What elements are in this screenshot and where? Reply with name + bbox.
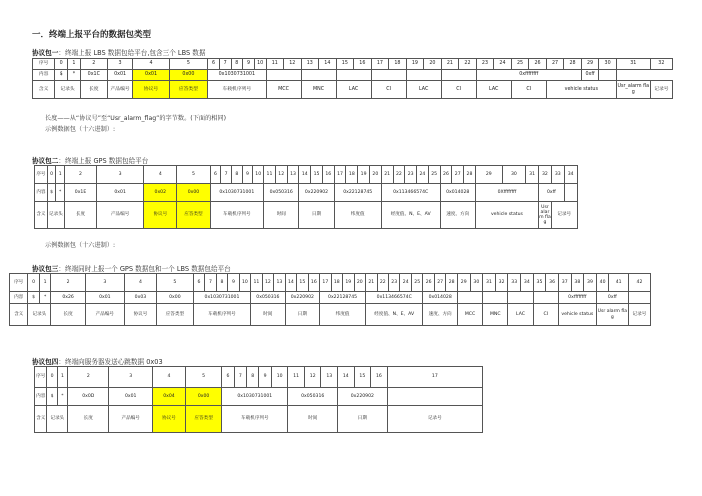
index-cell: 31 bbox=[616, 59, 650, 70]
index-cell: 21 bbox=[366, 274, 377, 292]
packet4-content-row bbox=[35, 388, 483, 406]
meaning-cell: vehicle status bbox=[546, 81, 616, 99]
meaning-cell: CI bbox=[533, 304, 558, 326]
index-cell: 3 bbox=[85, 274, 124, 292]
index-cell: 33 bbox=[551, 166, 564, 184]
index-cell: 9 bbox=[228, 274, 239, 292]
content-cell: * bbox=[56, 184, 65, 202]
index-cell: 18 bbox=[331, 274, 342, 292]
index-cell: 40 bbox=[596, 274, 609, 292]
index-cell: 13 bbox=[321, 367, 338, 388]
content-cell: 0x01 bbox=[133, 70, 169, 81]
index-cell: 28 bbox=[564, 59, 582, 70]
index-cell: 16 bbox=[322, 166, 334, 184]
packet3-label: 协议包三 bbox=[32, 265, 59, 273]
content-cell: 0xff bbox=[581, 70, 599, 81]
index-cell: 32 bbox=[650, 59, 672, 70]
meaning-cell: vehicle status bbox=[558, 304, 596, 326]
packet1-note-length: 长度——从“协议号”至“Usr_alarm_flag”的字节数。(下面的相同) bbox=[45, 115, 227, 122]
meaning-cell: MNC bbox=[483, 304, 508, 326]
index-cell: 序号 bbox=[35, 166, 48, 184]
meaning-cell: 车载机序列号 bbox=[210, 202, 264, 229]
index-cell: 2 bbox=[51, 274, 85, 292]
index-cell: 6 bbox=[193, 274, 204, 292]
meaning-cell: 含义 bbox=[35, 406, 47, 433]
meaning-cell: 长度 bbox=[51, 304, 85, 326]
meaning-cell: 记录头 bbox=[47, 406, 68, 433]
meaning-cell: 日期 bbox=[285, 304, 319, 326]
index-cell: 32 bbox=[495, 274, 508, 292]
index-cell: 35 bbox=[533, 274, 546, 292]
index-cell: 9 bbox=[242, 166, 253, 184]
page-title: 一．终端上报平台的数据包类型 bbox=[32, 30, 152, 40]
packet4-title bbox=[32, 356, 163, 366]
content-cell: 0x014028 bbox=[423, 292, 457, 304]
index-cell: 30 bbox=[502, 166, 526, 184]
meaning-cell: Usr_alarm flag bbox=[616, 81, 650, 99]
index-cell: 6 bbox=[210, 166, 221, 184]
content-cell: 0x050316 bbox=[251, 292, 285, 304]
index-cell: 17 bbox=[320, 274, 331, 292]
content-cell: 0xffffffff bbox=[476, 70, 581, 81]
content-cell: 0x220902 bbox=[338, 388, 388, 406]
meaning-cell: CI bbox=[371, 81, 406, 99]
content-cell bbox=[406, 70, 441, 81]
meaning-cell: Usr alarm flag bbox=[596, 304, 628, 326]
index-cell: 13 bbox=[287, 166, 299, 184]
index-cell: 10 bbox=[254, 59, 266, 70]
index-cell: 14 bbox=[299, 166, 311, 184]
content-cell: 0x00 bbox=[186, 388, 222, 406]
index-cell: 24 bbox=[400, 274, 411, 292]
index-cell: 4 bbox=[152, 367, 185, 388]
content-cell bbox=[599, 70, 617, 81]
index-cell: 12 bbox=[275, 166, 287, 184]
index-cell: 序号 bbox=[33, 59, 55, 70]
index-cell: 20 bbox=[424, 59, 442, 70]
content-cell: 0x1030731001 bbox=[208, 70, 266, 81]
meaning-cell: 协议号 bbox=[124, 304, 156, 326]
content-cell: 0x1C bbox=[80, 70, 107, 81]
index-cell: 12 bbox=[284, 59, 302, 70]
index-cell: 15 bbox=[311, 166, 323, 184]
index-cell: 22 bbox=[459, 59, 477, 70]
index-cell: 18 bbox=[389, 59, 407, 70]
index-cell: 9 bbox=[259, 367, 271, 388]
index-cell: 39 bbox=[584, 274, 597, 292]
index-cell: 11 bbox=[264, 166, 276, 184]
index-cell: 24 bbox=[417, 166, 429, 184]
content-cell: 0x00 bbox=[169, 70, 208, 81]
index-cell: 42 bbox=[628, 274, 650, 292]
meaning-cell: 记录头 bbox=[55, 81, 81, 99]
packet1-title bbox=[32, 47, 205, 57]
content-cell: 内容 bbox=[35, 388, 47, 406]
meaning-cell: 协议号 bbox=[133, 81, 169, 99]
index-cell: 34 bbox=[564, 166, 577, 184]
content-cell bbox=[266, 70, 301, 81]
index-cell: 3 bbox=[109, 367, 152, 388]
meaning-cell: 记录号 bbox=[551, 202, 577, 229]
index-cell: 23 bbox=[476, 59, 494, 70]
index-cell: 9 bbox=[243, 59, 255, 70]
index-cell: 5 bbox=[157, 274, 194, 292]
index-cell: 8 bbox=[247, 367, 259, 388]
meaning-cell: 长度 bbox=[80, 81, 107, 99]
index-cell: 15 bbox=[297, 274, 308, 292]
meaning-cell: CI bbox=[511, 81, 546, 99]
index-cell: 16 bbox=[371, 367, 388, 388]
packet1-index-row bbox=[33, 59, 673, 70]
index-cell: 14 bbox=[319, 59, 337, 70]
meaning-cell: 协议号 bbox=[144, 202, 177, 229]
packet3-table bbox=[9, 273, 651, 326]
meaning-cell: LAC bbox=[406, 81, 441, 99]
packet2-index-row bbox=[35, 166, 610, 184]
content-cell: 0x113466574C bbox=[381, 184, 440, 202]
content-cell: $ bbox=[47, 184, 56, 202]
content-cell: 0x26 bbox=[51, 292, 85, 304]
index-cell: 0 bbox=[55, 59, 68, 70]
index-cell: 38 bbox=[571, 274, 584, 292]
meaning-cell: 记录号 bbox=[650, 81, 672, 99]
content-cell: 0x00 bbox=[177, 184, 210, 202]
content-cell: 0xffffffff bbox=[558, 292, 596, 304]
packet2-note-example: 示例数据包（十六进制）: bbox=[45, 242, 116, 249]
meaning-cell: 经度值、N、E、AV bbox=[381, 202, 440, 229]
packet3-content-row bbox=[10, 292, 651, 304]
index-cell: 21 bbox=[441, 59, 459, 70]
index-cell: 20 bbox=[354, 274, 365, 292]
index-cell: 36 bbox=[546, 274, 559, 292]
index-cell: 0 bbox=[28, 274, 39, 292]
index-cell: 6 bbox=[208, 59, 220, 70]
content-cell: 0xff bbox=[596, 292, 628, 304]
index-cell: 27 bbox=[546, 59, 564, 70]
index-cell: 序号 bbox=[35, 367, 47, 388]
meaning-cell: 产品编号 bbox=[97, 202, 144, 229]
index-cell: 15 bbox=[354, 367, 371, 388]
index-cell: 14 bbox=[285, 274, 296, 292]
content-cell: 0x01 bbox=[109, 388, 152, 406]
content-cell bbox=[301, 70, 336, 81]
content-cell: $ bbox=[47, 388, 57, 406]
packet1-desc: ：终端上报 LBS 数据包给平台,包含三个 LBS 数据 bbox=[58, 49, 206, 57]
packet2-meaning-row bbox=[35, 202, 610, 229]
index-cell: 10 bbox=[253, 166, 264, 184]
packet1-table bbox=[32, 58, 673, 99]
meaning-cell: 产品编号 bbox=[85, 304, 124, 326]
index-cell: 1 bbox=[68, 59, 81, 70]
index-cell: 26 bbox=[440, 166, 452, 184]
index-cell: 7 bbox=[205, 274, 216, 292]
content-cell bbox=[371, 70, 406, 81]
packet4-index-row bbox=[35, 367, 483, 388]
index-cell: 1 bbox=[57, 367, 67, 388]
index-cell: 4 bbox=[124, 274, 156, 292]
index-cell: 29 bbox=[475, 166, 502, 184]
content-cell: $ bbox=[28, 292, 39, 304]
meaning-cell: 经度值、N、E、AV bbox=[366, 304, 423, 326]
content-cell: * bbox=[57, 388, 67, 406]
index-cell: 27 bbox=[434, 274, 445, 292]
meaning-cell: 协议号 bbox=[152, 406, 185, 433]
index-cell: 8 bbox=[231, 166, 242, 184]
index-cell: 30 bbox=[599, 59, 617, 70]
index-cell: 37 bbox=[558, 274, 571, 292]
packet1-note-example: 示例数据包（十六进制）: bbox=[45, 126, 116, 133]
content-cell: 内容 bbox=[35, 184, 48, 202]
index-cell: 29 bbox=[581, 59, 599, 70]
index-cell: 7 bbox=[219, 59, 231, 70]
packet3-desc: ：终端同时上报一个 GPS 数据包和一个 LBS 数据包给平台 bbox=[58, 265, 231, 273]
packet2-table bbox=[34, 165, 610, 229]
meaning-cell: 纬度值 bbox=[334, 202, 381, 229]
packet4-meaning-row bbox=[35, 406, 483, 433]
meaning-cell: 含义 bbox=[10, 304, 28, 326]
index-cell: 7 bbox=[221, 166, 232, 184]
index-cell: 29 bbox=[457, 274, 470, 292]
meaning-cell: 日期 bbox=[338, 406, 388, 433]
index-cell: 24 bbox=[494, 59, 512, 70]
meaning-cell: Usr alarm flag bbox=[539, 202, 552, 229]
content-cell bbox=[564, 184, 577, 202]
content-cell: 0x03 bbox=[124, 292, 156, 304]
content-cell bbox=[508, 292, 533, 304]
meaning-cell: 含义 bbox=[33, 81, 55, 99]
meaning-cell: 应答类型 bbox=[186, 406, 222, 433]
meaning-cell: 长度 bbox=[68, 406, 109, 433]
meaning-cell: LAC bbox=[476, 81, 511, 99]
content-cell bbox=[457, 292, 482, 304]
index-cell: 10 bbox=[271, 367, 288, 388]
meaning-cell: 纬度值 bbox=[320, 304, 366, 326]
index-cell: 25 bbox=[411, 274, 422, 292]
content-cell: 0x220902 bbox=[299, 184, 334, 202]
index-cell: 27 bbox=[452, 166, 464, 184]
index-cell: 33 bbox=[508, 274, 521, 292]
content-cell: $ bbox=[55, 70, 68, 81]
index-cell: 4 bbox=[144, 166, 177, 184]
meaning-cell: CI bbox=[441, 81, 476, 99]
content-cell: 0x00 bbox=[157, 292, 194, 304]
index-cell: 5 bbox=[169, 59, 208, 70]
content-cell: 0x0D bbox=[68, 388, 109, 406]
index-cell: 7 bbox=[234, 367, 246, 388]
content-cell: * bbox=[39, 292, 50, 304]
index-cell: 14 bbox=[338, 367, 355, 388]
packet2-title bbox=[32, 155, 148, 165]
index-cell: 28 bbox=[464, 166, 476, 184]
index-cell: 31 bbox=[526, 166, 539, 184]
meaning-cell: 时间 bbox=[264, 202, 299, 229]
index-cell: 8 bbox=[231, 59, 243, 70]
index-cell: 6 bbox=[222, 367, 234, 388]
index-cell: 11 bbox=[266, 59, 284, 70]
index-cell: 2 bbox=[68, 367, 109, 388]
index-cell: 12 bbox=[262, 274, 273, 292]
index-cell: 3 bbox=[97, 166, 144, 184]
index-cell: 10 bbox=[239, 274, 250, 292]
meaning-cell: 产品编号 bbox=[107, 81, 133, 99]
meaning-cell: LAC bbox=[336, 81, 371, 99]
index-cell: 1 bbox=[39, 274, 50, 292]
meaning-cell: 速度、方向 bbox=[423, 304, 457, 326]
content-cell: 0x1E bbox=[64, 184, 96, 202]
index-cell: 19 bbox=[343, 274, 354, 292]
meaning-cell: MNC bbox=[301, 81, 336, 99]
index-cell: 17 bbox=[387, 367, 482, 388]
index-cell: 17 bbox=[334, 166, 346, 184]
index-cell: 16 bbox=[354, 59, 372, 70]
meaning-cell: 车载机序列号 bbox=[222, 406, 288, 433]
meaning-cell: 记录号 bbox=[387, 406, 482, 433]
index-cell: 22 bbox=[377, 274, 388, 292]
meaning-cell: 应答类型 bbox=[157, 304, 194, 326]
content-cell: 0x1030731001 bbox=[222, 388, 288, 406]
index-cell: 5 bbox=[186, 367, 222, 388]
index-cell: 21 bbox=[381, 166, 393, 184]
content-cell: 0x1030731001 bbox=[193, 292, 250, 304]
index-cell: 4 bbox=[133, 59, 169, 70]
meaning-cell: 记录头 bbox=[47, 202, 64, 229]
index-cell: 0 bbox=[47, 166, 56, 184]
content-cell: 0x04 bbox=[152, 388, 185, 406]
content-cell: 0Xffffffff bbox=[475, 184, 538, 202]
content-cell: 0x050316 bbox=[288, 388, 338, 406]
content-cell: 内容 bbox=[10, 292, 28, 304]
packet2-desc: ：终端上报 GPS 数据包给平台 bbox=[58, 157, 149, 165]
index-cell: 34 bbox=[521, 274, 534, 292]
meaning-cell: 含义 bbox=[35, 202, 48, 229]
index-cell: 23 bbox=[388, 274, 399, 292]
packet1-meaning-row bbox=[33, 81, 673, 99]
meaning-cell: 时间 bbox=[288, 406, 338, 433]
content-cell: 内容 bbox=[33, 70, 55, 81]
content-cell: 0x01 bbox=[85, 292, 124, 304]
index-cell: 25 bbox=[428, 166, 440, 184]
meaning-cell: vehicle status bbox=[475, 202, 538, 229]
meaning-cell: MCC bbox=[266, 81, 301, 99]
packet2-content-row bbox=[35, 184, 610, 202]
index-cell: 23 bbox=[405, 166, 417, 184]
index-cell: 2 bbox=[64, 166, 96, 184]
meaning-cell: 产品编号 bbox=[109, 406, 152, 433]
index-cell: 31 bbox=[483, 274, 496, 292]
content-cell: 0x02 bbox=[144, 184, 177, 202]
meaning-cell: 应答类型 bbox=[169, 81, 208, 99]
content-cell bbox=[336, 70, 371, 81]
content-cell bbox=[441, 70, 476, 81]
index-cell: 17 bbox=[371, 59, 389, 70]
content-cell: * bbox=[68, 70, 81, 81]
index-cell: 32 bbox=[539, 166, 552, 184]
content-cell: 0x050316 bbox=[264, 184, 299, 202]
content-cell bbox=[533, 292, 558, 304]
packet2-label: 协议包二 bbox=[32, 157, 59, 165]
packet4-desc: ：终端向服务器发送心跳数据 0x03 bbox=[58, 358, 163, 366]
meaning-cell: 记录头 bbox=[28, 304, 51, 326]
index-cell: 30 bbox=[470, 274, 483, 292]
content-cell: 0x22128745 bbox=[320, 292, 366, 304]
packet3-title bbox=[32, 263, 231, 273]
index-cell: 2 bbox=[80, 59, 107, 70]
index-cell: 41 bbox=[609, 274, 629, 292]
meaning-cell: 速度、方向 bbox=[440, 202, 475, 229]
index-cell: 19 bbox=[406, 59, 424, 70]
meaning-cell: LAC bbox=[508, 304, 533, 326]
content-cell bbox=[483, 292, 508, 304]
index-cell: 20 bbox=[369, 166, 381, 184]
index-cell: 12 bbox=[304, 367, 321, 388]
content-cell: 0x113466574C bbox=[366, 292, 423, 304]
index-cell: 1 bbox=[56, 166, 65, 184]
packet4-table bbox=[34, 366, 483, 433]
meaning-cell: 车载机序列号 bbox=[193, 304, 250, 326]
content-cell: 0x01 bbox=[107, 70, 133, 81]
content-cell: 0xff bbox=[539, 184, 565, 202]
content-cell: 0x220902 bbox=[285, 292, 319, 304]
content-cell: 0x1030731001 bbox=[210, 184, 264, 202]
content-cell: 0x014028 bbox=[440, 184, 475, 202]
index-cell: 26 bbox=[529, 59, 547, 70]
index-cell: 15 bbox=[336, 59, 354, 70]
meaning-cell: 日期 bbox=[299, 202, 334, 229]
index-cell: 8 bbox=[216, 274, 227, 292]
index-cell: 11 bbox=[288, 367, 305, 388]
meaning-cell: 记录号 bbox=[628, 304, 650, 326]
content-cell bbox=[387, 388, 482, 406]
packet3-index-row bbox=[10, 274, 651, 292]
index-cell: 26 bbox=[423, 274, 434, 292]
index-cell: 5 bbox=[177, 166, 210, 184]
index-cell: 25 bbox=[511, 59, 529, 70]
meaning-cell: 应答类型 bbox=[177, 202, 210, 229]
index-cell: 22 bbox=[393, 166, 405, 184]
content-cell bbox=[628, 292, 650, 304]
packet1-content-row bbox=[33, 70, 673, 81]
meaning-cell: 长度 bbox=[64, 202, 96, 229]
meaning-cell: 车载机序列号 bbox=[208, 81, 266, 99]
index-cell: 13 bbox=[301, 59, 319, 70]
packet4-label: 协议包四 bbox=[32, 358, 59, 366]
index-cell: 11 bbox=[251, 274, 262, 292]
index-cell: 序号 bbox=[10, 274, 28, 292]
content-cell: 0x22128745 bbox=[334, 184, 381, 202]
meaning-cell: MCC bbox=[457, 304, 482, 326]
index-cell: 0 bbox=[47, 367, 57, 388]
index-cell: 13 bbox=[274, 274, 285, 292]
content-cell: 0x01 bbox=[97, 184, 144, 202]
packet3-meaning-row bbox=[10, 304, 651, 326]
index-cell: 3 bbox=[107, 59, 133, 70]
index-cell: 18 bbox=[346, 166, 358, 184]
meaning-cell: 时间 bbox=[251, 304, 285, 326]
index-cell: 16 bbox=[308, 274, 319, 292]
index-cell: 19 bbox=[358, 166, 370, 184]
index-cell: 28 bbox=[446, 274, 457, 292]
packet1-label: 协议包一 bbox=[32, 49, 59, 57]
